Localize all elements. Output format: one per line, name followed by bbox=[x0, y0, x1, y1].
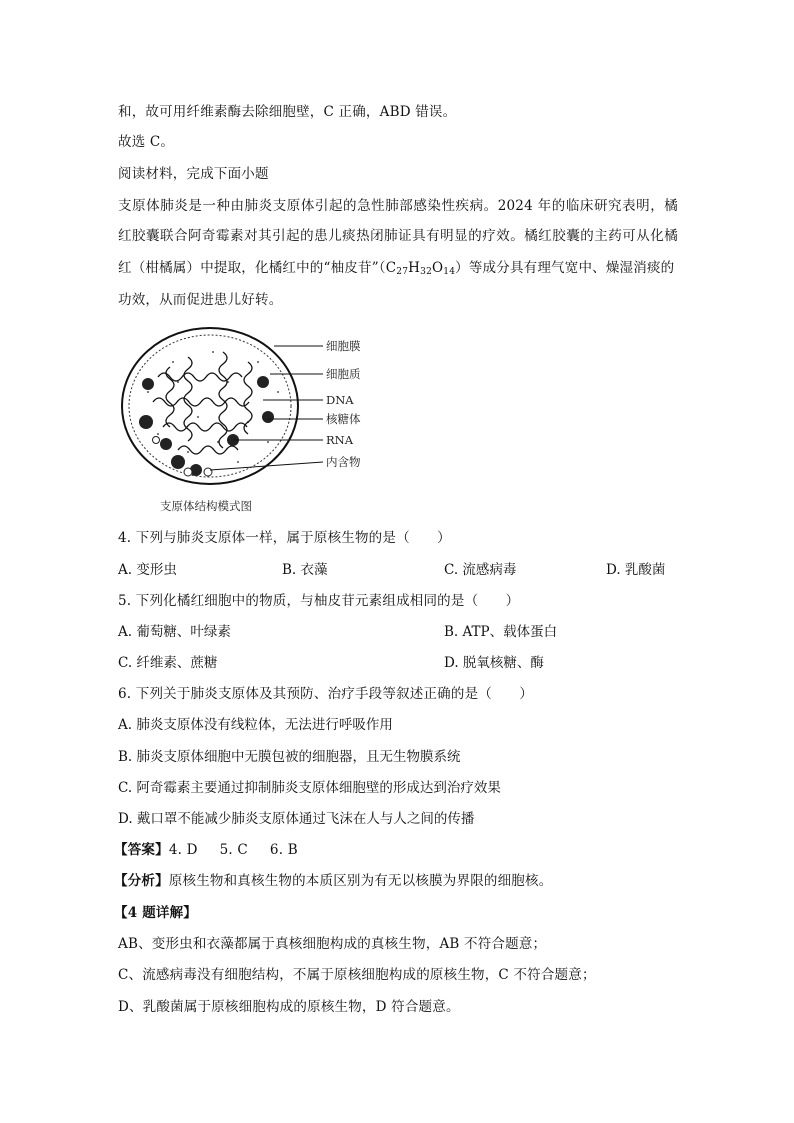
answer-5: 5. C bbox=[219, 842, 248, 858]
formula-o: O bbox=[432, 260, 444, 276]
question-4-stem: 4. 下列与肺炎支原体一样，属于原核生物的是（ ） bbox=[118, 530, 451, 546]
detail-heading: 【4 题详解】 bbox=[114, 905, 197, 921]
label-cytoplasm: 细胞质 bbox=[326, 367, 361, 381]
answer-tag: 【答案】 bbox=[114, 842, 169, 858]
formula-h: H bbox=[408, 260, 421, 276]
text-line-1: 和，故可用纤维素酶去除细胞壁，C 正确，ABD 错误。 bbox=[118, 104, 457, 120]
q6-option-a: A. 肺炎支原体没有线粒体，无法进行呼吸作用 bbox=[118, 717, 393, 733]
passage-line-3 bbox=[118, 258, 674, 278]
passage-line-3b: ）等成分具有理气宽中、燥湿消痰的 bbox=[455, 260, 675, 276]
q4-option-b: B. 衣藻 bbox=[282, 562, 328, 578]
answer-6: 6. B bbox=[269, 842, 298, 858]
formula-sub-3: 14 bbox=[443, 267, 456, 277]
text-line-3: 阅读材料，完成下面小题 bbox=[118, 166, 269, 182]
label-ribosome: 核糖体 bbox=[326, 412, 361, 426]
diagram-caption: 支原体结构模式图 bbox=[160, 499, 252, 513]
formula-sub-2: 32 bbox=[420, 267, 432, 277]
passage-line-4: 功效，从而促进患儿好转。 bbox=[118, 292, 283, 308]
cell-membrane-shape bbox=[122, 328, 298, 484]
text-line-2: 故选 C。 bbox=[118, 134, 175, 150]
label-cell-membrane: 细胞膜 bbox=[326, 339, 361, 353]
analysis-tag: 【分析】 bbox=[114, 873, 169, 889]
passage-line-1: 支原体肺炎是一种由肺炎支原体引起的急性肺部感染性疾病。2024 年的临床研究表明，橘 bbox=[118, 198, 678, 214]
q6-option-d: D. 戴口罩不能减少肺炎支原体通过飞沫在人与人之间的传播 bbox=[118, 811, 475, 827]
q5-option-a: A. 葡萄糖、叶绿素 bbox=[118, 624, 231, 640]
formula-sub-1: 27 bbox=[396, 267, 409, 277]
q5-option-b: B. ATP、载体蛋白 bbox=[444, 624, 558, 640]
analysis-line bbox=[114, 871, 552, 891]
detail-line-3: D、乳酸菌属于原核细胞构成的原核生物，D 符合题意。 bbox=[118, 999, 460, 1015]
label-rna: RNA bbox=[326, 433, 354, 447]
label-inclusion: 内含物 bbox=[326, 455, 361, 469]
passage-line-2: 红胶囊联合阿奇霉素对其引起的患儿痰热闭肺证具有明显的疗效。橘红胶囊的主药可从化橘 bbox=[118, 228, 678, 244]
question-6-stem: 6. 下列关于肺炎支原体及其预防、治疗手段等叙述正确的是（ ） bbox=[118, 686, 534, 702]
label-dna: DNA bbox=[326, 393, 354, 407]
q4-option-c: C. 流感病毒 bbox=[444, 562, 517, 578]
q4-option-d: D. 乳酸菌 bbox=[606, 562, 666, 578]
q5-option-c: C. 纤维素、蔗糖 bbox=[118, 655, 218, 671]
answer-line bbox=[114, 840, 320, 860]
passage-line-3a: 红（柑橘属）中提取，化橘红中的“柚皮苷”（C bbox=[118, 260, 397, 276]
q6-option-b: B. 肺炎支原体细胞中无膜包被的细胞器，且无生物膜系统 bbox=[118, 749, 461, 765]
q6-option-c: C. 阿奇霉素主要通过抑制肺炎支原体细胞壁的形成达到治疗效果 bbox=[118, 780, 501, 796]
mycoplasma-structure-diagram bbox=[118, 322, 408, 518]
answer-4: 4. D bbox=[168, 842, 198, 858]
q5-option-d: D. 脱氧核糖、酶 bbox=[444, 655, 544, 671]
question-5-stem: 5. 下列化橘红细胞中的物质，与柚皮苷元素组成相同的是（ ） bbox=[118, 593, 520, 609]
detail-line-1: AB、变形虫和衣藻都属于真核细胞构成的真核生物，AB 不符合题意； bbox=[118, 936, 547, 952]
detail-line-2: C、流感病毒没有细胞结构，不属于原核细胞构成的原核生物，C 不符合题意； bbox=[118, 967, 596, 983]
q4-option-a: A. 变形虫 bbox=[118, 562, 177, 578]
analysis-text: 原核生物和真核生物的本质区别为有无以核膜为界限的细胞核。 bbox=[168, 873, 553, 889]
